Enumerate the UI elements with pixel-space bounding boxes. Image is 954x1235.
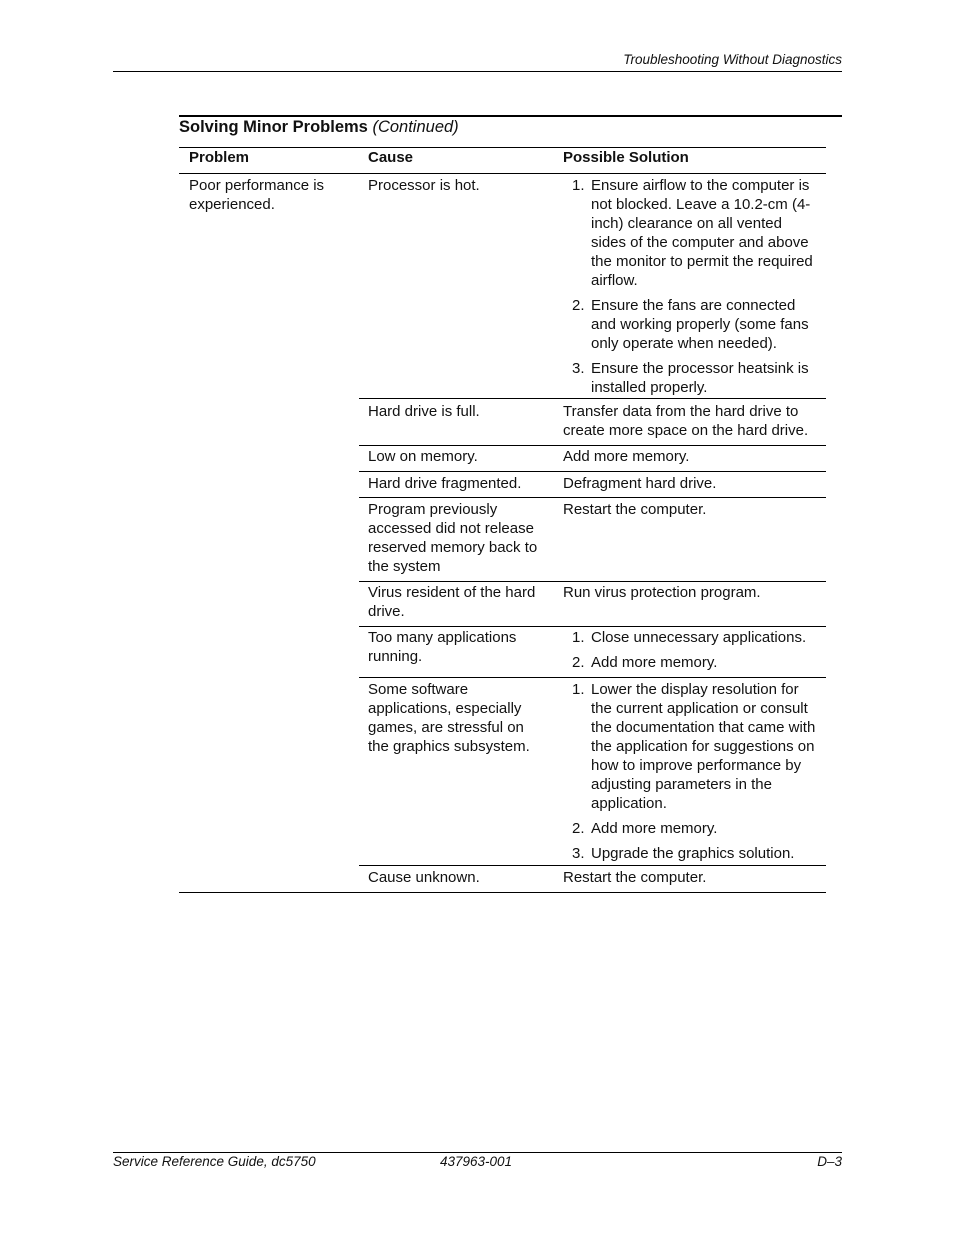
cause-cell: Some software applications, especially games, are stressful on the graphics subsystem. (368, 681, 530, 755)
solution-steps (563, 628, 821, 672)
column-header-cause: Cause (368, 149, 414, 166)
column-header-solution: Possible Solution (563, 149, 689, 166)
header-bottom-rule (179, 173, 826, 174)
header-rule (113, 71, 842, 72)
solution-step: 1. Close unnecessary applications. (572, 629, 807, 646)
cause-cell: Virus resident of the hard drive. (368, 584, 536, 620)
footer-guide-title: Service Reference Guide, dc5750 (113, 1154, 316, 1169)
cause-cell: Program previously accessed did not release reserved memory back to the system (368, 501, 538, 575)
table-title (179, 118, 459, 137)
solution-steps (563, 176, 821, 397)
cause-cell: Processor is hot. (368, 177, 480, 194)
row-divider (359, 445, 826, 446)
solution-steps (563, 680, 821, 863)
running-header: Troubleshooting Without Diagnostics (623, 52, 842, 67)
cause-cell: Low on memory. (368, 448, 478, 465)
solution-step: 1. Ensure airflow to the computer is not blocked. Leave a 10.2-cm (4-inch) clearance on all vented sides of the computer and above the monitor to permit the required airflow. (572, 177, 813, 289)
footer-rule (113, 1152, 842, 1153)
cause-cell: Cause unknown. (368, 869, 480, 886)
row-divider (359, 471, 826, 472)
table-title-suffix: (Continued) (372, 118, 459, 136)
table-top-rule (179, 115, 842, 117)
row-divider (359, 677, 826, 678)
solution-step: 2. Add more memory. (572, 820, 718, 837)
solution-cell: Run virus protection program. (563, 584, 761, 601)
cause-cell: Hard drive fragmented. (368, 475, 522, 492)
solution-cell (563, 176, 821, 397)
table-title-text: Solving Minor Problems (179, 118, 368, 136)
solution-cell: Transfer data from the hard drive to create more space on the hard drive. (563, 403, 809, 439)
solution-cell: Restart the computer. (563, 869, 707, 886)
solution-step: 1. Lower the display resolution for the current application or consult the documentation that came with the application for suggestions on how to improve performance by adjusting parameters in the application. (572, 681, 816, 812)
solution-step: 2. Ensure the fans are connected and working properly (some fans only operate when needed). (572, 297, 809, 352)
solution-step: 3. Ensure the processor heatsink is installed properly. (572, 360, 809, 396)
solution-cell: Defragment hard drive. (563, 475, 717, 492)
footer-page-number: D–3 (817, 1154, 842, 1169)
solution-step: 3. Upgrade the graphics solution. (572, 845, 795, 862)
solution-cell: Restart the computer. (563, 501, 707, 518)
row-divider (359, 865, 826, 866)
column-header-problem: Problem (189, 149, 250, 166)
cause-cell: Too many applications running. (368, 629, 517, 665)
solution-cell: Add more memory. (563, 448, 690, 465)
table-bottom-rule (179, 892, 826, 893)
solution-cell (563, 628, 821, 672)
row-divider (359, 497, 826, 498)
table-header-rule (179, 147, 826, 148)
row-divider (359, 398, 826, 399)
solution-cell (563, 680, 821, 863)
solution-step: 2. Add more memory. (572, 654, 718, 671)
footer-part-number: 437963-001 (440, 1154, 513, 1169)
cause-cell: Hard drive is full. (368, 403, 480, 420)
row-divider (359, 581, 826, 582)
problem-cell: Poor performance is experienced. (189, 177, 325, 213)
row-divider (359, 626, 826, 627)
